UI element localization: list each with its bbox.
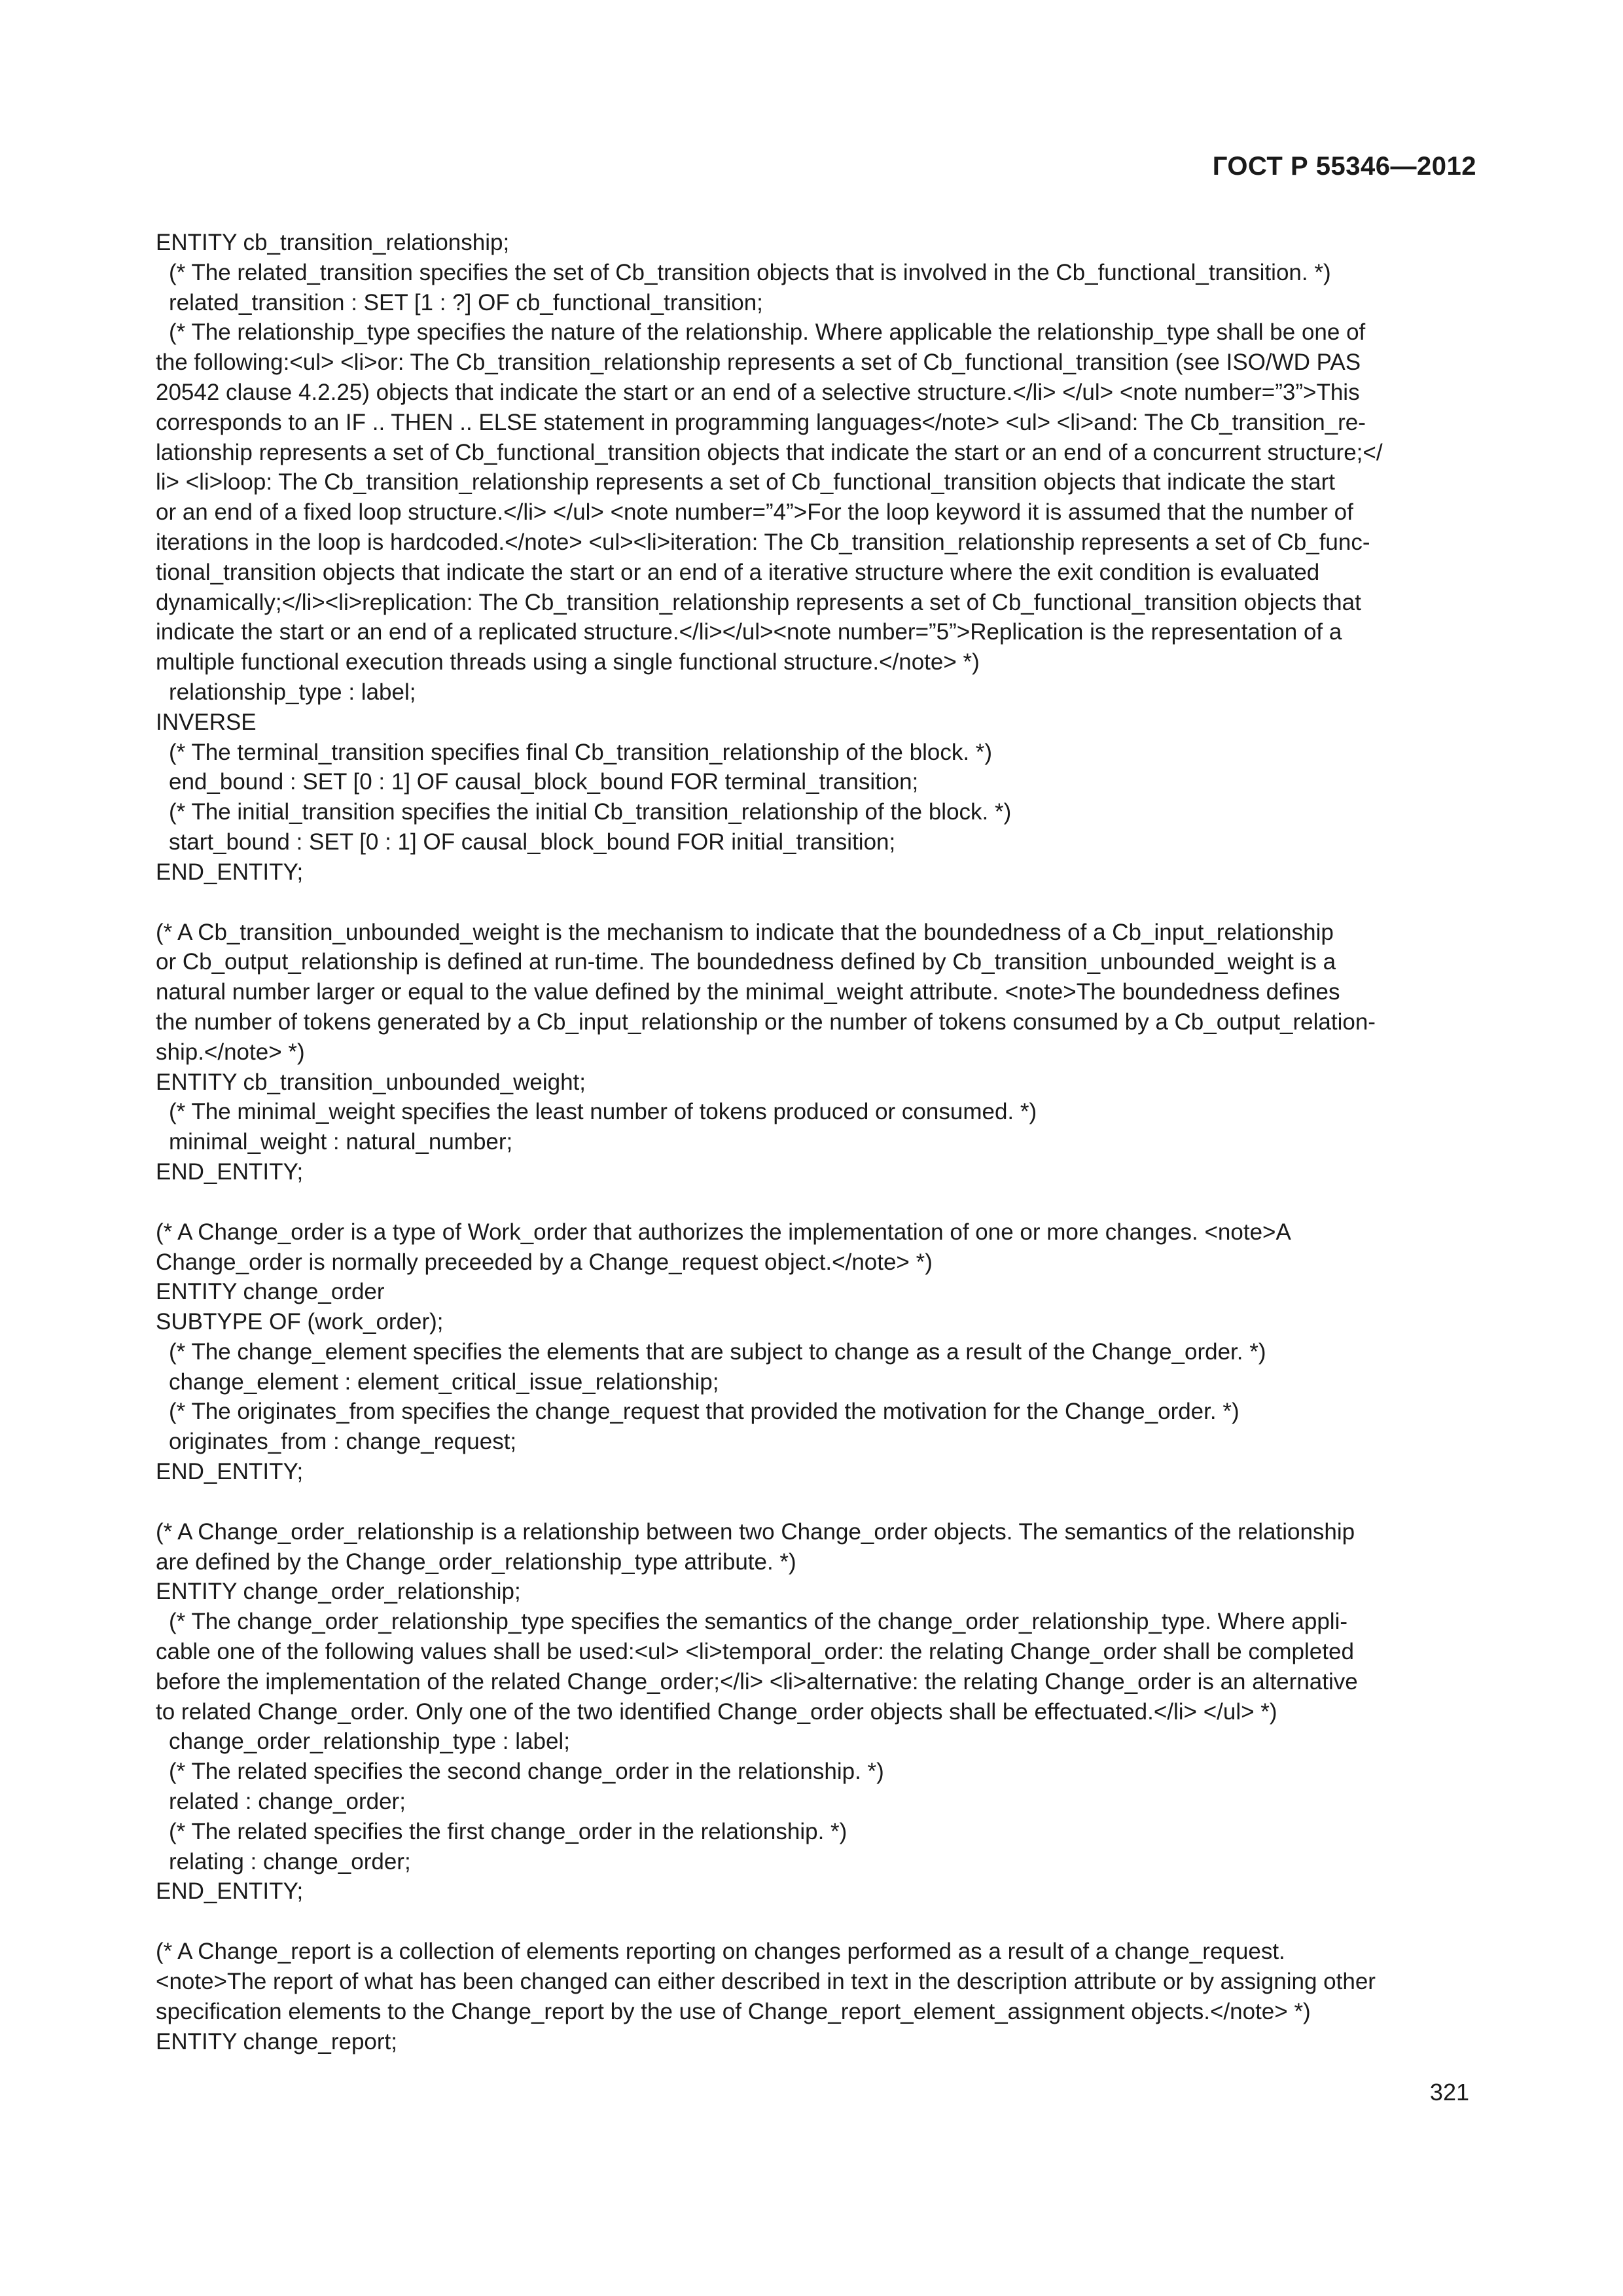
text-line: SUBTYPE OF (work_order); [156, 1309, 444, 1335]
text-line: (* A Cb_transition_unbounded_weight is the mechanism to indicate that the boundedness of a Cb_input_relationship [156, 919, 1334, 945]
text-line: ENTITY change_report; [156, 2028, 397, 2054]
text-line: (* A Change_order_relationship is a relationship between two Change_order objects. The semantics of the relationship [156, 1518, 1355, 1545]
text-line: originates_from : change_request; [169, 1429, 517, 1455]
text-line: INVERSE [156, 709, 257, 735]
text-line: ENTITY change_order [156, 1279, 385, 1305]
paragraph-gap [156, 1187, 1481, 1217]
text-line: change_order_relationship_type : label; [169, 1729, 570, 1755]
text-line: END_ENTITY; [156, 859, 304, 885]
text-line: the number of tokens generated by a Cb_input_relationship or the number of tokens consumed by a Cb_output_relation- [156, 1009, 1376, 1035]
paragraph-gap [156, 1487, 1481, 1517]
text-line: relating : change_order; [169, 1848, 411, 1874]
text-line: 20542 clause 4.2.25) objects that indicate the start or an end of a selective structure.</li> </ul> <note number=”3”>This [156, 379, 1360, 405]
text-line: ENTITY cb_transition_unbounded_weight; [156, 1069, 586, 1095]
text-line: dynamically;</li><li>replication: The Cb_transition_relationship represents a set of Cb_functional_transition objects that [156, 589, 1361, 615]
text-line: (* A Change_report is a collection of elements reporting on changes performed as a result of a change_request. [156, 1939, 1285, 1965]
text-line: or Cb_output_relationship is defined at run-time. The boundedness defined by Cb_transition_unbounded_weight is a [156, 949, 1336, 975]
text-line: multiple functional execution threads using a single functional structure.</note> *) [156, 649, 980, 675]
text-line: lationship represents a set of Cb_functional_transition objects that indicate the start or an end of a concurrent structure;</ [156, 439, 1383, 465]
text-line: related_transition : SET [1 : ?] OF cb_functional_transition; [169, 289, 763, 315]
text-line: (* The related specifies the second change_order in the relationship. *) [169, 1759, 884, 1785]
text-line: relationship_type : label; [169, 679, 416, 705]
text-line: related : change_order; [169, 1789, 406, 1815]
text-line: the following:<ul> <li>or: The Cb_transition_relationship represents a set of Cb_functional_transition (see ISO/WD PAS [156, 350, 1361, 376]
text-line: END_ENTITY; [156, 1878, 304, 1905]
text-line: indicate the start or an end of a replicated structure.</li></ul><note number=”5”>Replication is the representation of a [156, 619, 1342, 645]
text-line: (* The minimal_weight specifies the least number of tokens produced or consumed. *) [169, 1099, 1037, 1125]
text-line: corresponds to an IF .. THEN .. ELSE statement in programming languages</note> <ul> <li>and: The Cb_transition_re- [156, 409, 1366, 435]
text-line: <note>The report of what has been changed can either described in text in the description attribute or by assigning other [156, 1969, 1376, 1995]
entity-block [156, 1217, 1481, 1487]
entity-block [156, 1517, 1481, 1907]
entity-block [156, 1937, 1481, 2056]
text-line: minimal_weight : natural_number; [169, 1129, 513, 1155]
text-line: (* The relationship_type specifies the nature of the relationship. Where applicable the relationship_type shall be one of [169, 319, 1366, 346]
text-line: ENTITY change_order_relationship; [156, 1579, 521, 1605]
text-line: end_bound : SET [0 : 1] OF causal_block_bound FOR terminal_transition; [169, 769, 919, 795]
text-line: ship.</note> *) [156, 1039, 305, 1065]
text-line: END_ENTITY; [156, 1158, 304, 1185]
page-number: 321 [1429, 2079, 1469, 2106]
text-line: are defined by the Change_order_relationship_type attribute. *) [156, 1549, 796, 1575]
text-line: specification elements to the Change_report by the use of Change_report_element_assignment objects.</note> *) [156, 1998, 1311, 2024]
text-line: END_ENTITY; [156, 1459, 304, 1485]
text-line: ENTITY cb_transition_relationship; [156, 230, 510, 255]
standard-header: ГОСТ Р 55346—2012 [1212, 152, 1476, 181]
text-line: (* The related specifies the first change_order in the relationship. *) [169, 1818, 847, 1844]
text-line: li> <li>loop: The Cb_transition_relationship represents a set of Cb_functional_transition objects that indicate the start [156, 469, 1335, 495]
text-line: to related Change_order. Only one of the two identified Change_order objects shall be effectuated.</li> </ul> *) [156, 1698, 1277, 1725]
text-line: (* The terminal_transition specifies final Cb_transition_relationship of the block. *) [169, 739, 993, 765]
text-line: (* The initial_transition specifies the initial Cb_transition_relationship of the block. *) [169, 799, 1012, 825]
text-line: (* The change_element specifies the elements that are subject to change as a result of the Change_order. *) [169, 1338, 1266, 1365]
text-line: or an end of a fixed loop structure.</li> </ul> <note number=”4”>For the loop keyword it is assumed that the number of [156, 499, 1353, 526]
text-line: change_element : element_critical_issue_relationship; [169, 1369, 719, 1395]
paragraph-gap [156, 1907, 1481, 1937]
text-line: natural number larger or equal to the value defined by the minimal_weight attribute. <note>The boundedness defines [156, 979, 1340, 1005]
entity-block [156, 918, 1481, 1187]
text-line: start_bound : SET [0 : 1] OF causal_block_bound FOR initial_transition; [169, 829, 896, 855]
text-line: (* The related_transition specifies the set of Cb_transition objects that is involved in the Cb_functional_transition. *) [169, 259, 1331, 285]
paragraph-gap [156, 888, 1481, 918]
text-line: Change_order is normally preceeded by a Change_request object.</note> *) [156, 1249, 933, 1275]
text-line: cable one of the following values shall be used:<ul> <li>temporal_order: the relating Change_order shall be completed [156, 1639, 1354, 1665]
text-line: (* The change_order_relationship_type specifies the semantics of the change_order_relationship_type. Where appli- [169, 1609, 1347, 1635]
text-line: iterations in the loop is hardcoded.</note> <ul><li>iteration: The Cb_transition_relationship represents a set of Cb_func- [156, 529, 1370, 555]
document-body [156, 228, 1481, 2056]
text-line: (* The originates_from specifies the change_request that provided the motivation for the Change_order. *) [169, 1399, 1240, 1425]
entity-block [156, 228, 1481, 888]
text-line: (* A Change_order is a type of Work_order that authorizes the implementation of one or more changes. <note>A [156, 1219, 1291, 1245]
text-line: tional_transition objects that indicate the start or an end of a iterative structure where the exit condition is evaluated [156, 559, 1320, 585]
text-line: before the implementation of the related Change_order;</li> <li>alternative: the relating Change_order is an alternative [156, 1668, 1358, 1695]
